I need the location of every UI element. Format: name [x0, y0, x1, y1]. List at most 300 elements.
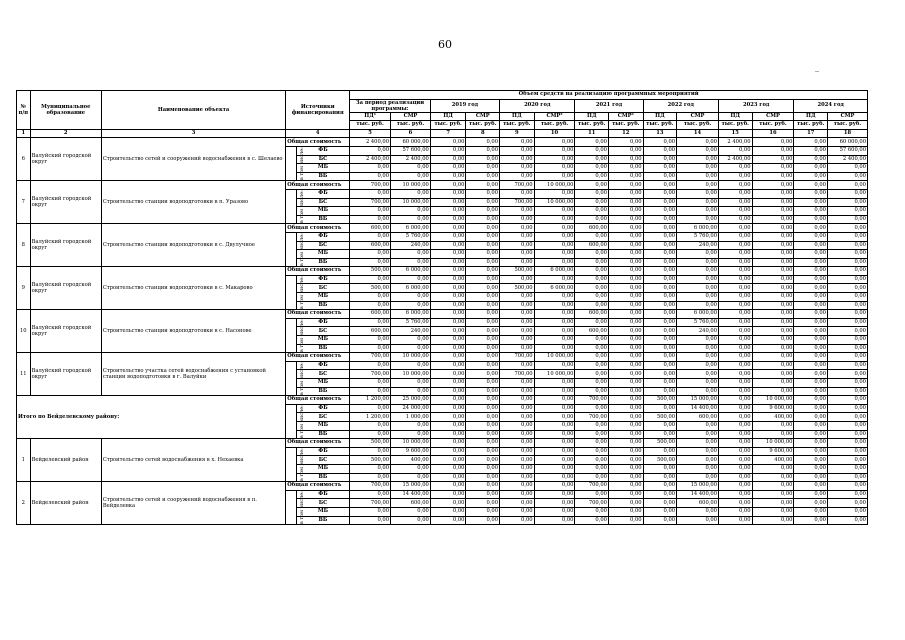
header-pd: ПД¹ — [350, 112, 391, 121]
value-cell: 0,00 — [430, 516, 466, 525]
value-cell: 0,00 — [643, 447, 677, 456]
table-row — [17, 181, 868, 190]
value-cell: 10 000,00 — [534, 353, 575, 362]
value-cell: 0,00 — [719, 361, 753, 370]
value-cell: 0,00 — [466, 353, 500, 362]
value-cell: 0,00 — [719, 336, 753, 345]
value-cell: 0,00 — [430, 404, 466, 413]
header-colnum: 5 — [350, 129, 391, 138]
value-cell: 0,00 — [643, 404, 677, 413]
value-cell: 0,00 — [752, 387, 794, 396]
value-cell: 0,00 — [794, 172, 828, 181]
value-cell: 0,00 — [752, 275, 794, 284]
value-cell: 0,00 — [677, 172, 719, 181]
value-cell: 0,00 — [719, 198, 753, 207]
value-cell: 0,00 — [500, 232, 535, 241]
value-cell: 0,00 — [794, 207, 828, 216]
value-cell: 0,00 — [794, 344, 828, 353]
value-cell: 0,00 — [794, 499, 828, 508]
value-cell: 0,00 — [643, 275, 677, 284]
value-cell: 0,00 — [752, 361, 794, 370]
value-cell: 0,00 — [719, 404, 753, 413]
value-cell: 0,00 — [466, 439, 500, 448]
value-cell: 0,00 — [350, 172, 391, 181]
value-cell: 0,00 — [719, 430, 753, 439]
value-cell: 0,00 — [430, 344, 466, 353]
value-cell: 10 000,00 — [391, 370, 431, 379]
corner-mark: _ — [815, 63, 819, 72]
value-cell: 0,00 — [466, 275, 500, 284]
value-cell: 0,00 — [466, 447, 500, 456]
value-cell: 0,00 — [466, 318, 500, 327]
value-cell: 0,00 — [752, 327, 794, 336]
value-cell: 0,00 — [752, 344, 794, 353]
value-cell: 6 000,00 — [391, 310, 431, 319]
value-cell: 0,00 — [827, 258, 867, 267]
value-cell: 0,00 — [608, 516, 643, 525]
value-cell: 0,00 — [827, 310, 867, 319]
value-cell: 0,00 — [391, 516, 431, 525]
value-cell: 0,00 — [430, 327, 466, 336]
value-cell: 0,00 — [575, 250, 609, 259]
municipality-name: Валуйский городской округ — [30, 310, 101, 353]
value-cell: 0,00 — [466, 232, 500, 241]
value-cell: 0,00 — [534, 421, 575, 430]
value-cell: 0,00 — [500, 421, 535, 430]
value-cell: 0,00 — [608, 198, 643, 207]
value-cell: 0,00 — [752, 155, 794, 164]
value-cell: 0,00 — [677, 198, 719, 207]
value-cell: 0,00 — [608, 370, 643, 379]
value-cell: 0,00 — [827, 284, 867, 293]
value-cell: 0,00 — [391, 301, 431, 310]
header-year: 2020 год — [500, 99, 575, 112]
value-cell: 0,00 — [752, 370, 794, 379]
header-units: тыс. руб. — [827, 121, 867, 130]
value-cell: 0,00 — [391, 387, 431, 396]
value-cell: 0,00 — [719, 447, 753, 456]
header-smr: СМР — [752, 112, 794, 121]
value-cell: 0,00 — [643, 353, 677, 362]
source-label: БС — [296, 413, 349, 422]
value-cell: 0,00 — [430, 181, 466, 190]
value-cell: 0,00 — [827, 456, 867, 465]
value-cell: 0,00 — [466, 396, 500, 405]
value-cell: 0,00 — [752, 379, 794, 388]
value-cell: 0,00 — [350, 301, 391, 310]
value-cell: 0,00 — [827, 439, 867, 448]
value-cell: 0,00 — [608, 207, 643, 216]
value-cell: 0,00 — [350, 258, 391, 267]
value-cell: 0,00 — [752, 318, 794, 327]
header-colnum: 14 — [677, 129, 719, 138]
value-cell: 0,00 — [466, 181, 500, 190]
value-cell: 0,00 — [827, 267, 867, 276]
value-cell: 0,00 — [466, 189, 500, 198]
value-cell: 0,00 — [719, 516, 753, 525]
row-number: 10 — [17, 310, 31, 353]
value-cell: 0,00 — [534, 361, 575, 370]
value-cell: 0,00 — [643, 421, 677, 430]
value-cell: 700,00 — [350, 181, 391, 190]
value-cell: 0,00 — [534, 293, 575, 302]
value-cell: 0,00 — [350, 250, 391, 259]
value-cell: 0,00 — [677, 464, 719, 473]
value-cell: 9 600,00 — [391, 447, 431, 456]
value-cell: 0,00 — [794, 258, 828, 267]
value-cell: 0,00 — [430, 284, 466, 293]
value-cell: 0,00 — [350, 275, 391, 284]
value-cell: 0,00 — [752, 499, 794, 508]
value-cell: 0,00 — [608, 507, 643, 516]
value-cell: 0,00 — [500, 138, 535, 147]
header-num: № п/п — [17, 91, 31, 130]
value-cell: 0,00 — [500, 241, 535, 250]
source-label: ВБ — [296, 172, 349, 181]
value-cell: 5 760,00 — [391, 318, 431, 327]
value-cell: 0,00 — [677, 507, 719, 516]
value-cell: 0,00 — [350, 293, 391, 302]
value-cell: 0,00 — [466, 224, 500, 233]
value-cell: 0,00 — [719, 284, 753, 293]
header-units: тыс. руб. — [575, 121, 609, 130]
header-units: тыс. руб. — [500, 121, 535, 130]
object-name: Строительство сетей и сооружений водоснабжения в с. Шелаево — [101, 138, 285, 181]
value-cell: 0,00 — [719, 258, 753, 267]
value-cell: 0,00 — [719, 421, 753, 430]
in-that-label — [286, 318, 306, 352]
value-cell: 0,00 — [430, 379, 466, 388]
value-cell: 0,00 — [719, 379, 753, 388]
header-smr: СМР — [466, 112, 500, 121]
value-cell: 0,00 — [677, 344, 719, 353]
value-cell: 0,00 — [608, 284, 643, 293]
value-cell: 0,00 — [794, 482, 828, 491]
value-cell: 0,00 — [719, 310, 753, 319]
value-cell: 0,00 — [534, 258, 575, 267]
value-cell: 700,00 — [575, 482, 609, 491]
value-cell: 0,00 — [575, 138, 609, 147]
value-cell: 0,00 — [575, 164, 609, 173]
source-label: МБ — [296, 207, 349, 216]
value-cell: 0,00 — [575, 293, 609, 302]
value-cell: 0,00 — [430, 464, 466, 473]
source-label: МБ — [296, 336, 349, 345]
value-cell: 0,00 — [643, 189, 677, 198]
value-cell: 0,00 — [391, 430, 431, 439]
value-cell: 0,00 — [350, 490, 391, 499]
value-cell: 0,00 — [719, 301, 753, 310]
value-cell: 0,00 — [575, 456, 609, 465]
value-cell: 700,00 — [575, 499, 609, 508]
value-cell: 0,00 — [827, 447, 867, 456]
value-cell: 0,00 — [466, 327, 500, 336]
value-cell: 0,00 — [719, 164, 753, 173]
header-units: тыс. руб. — [430, 121, 466, 130]
value-cell: 0,00 — [677, 146, 719, 155]
page-number: 60 — [438, 38, 452, 51]
source-label: ФБ — [296, 404, 349, 413]
value-cell: 700,00 — [500, 198, 535, 207]
value-cell: 0,00 — [719, 215, 753, 224]
value-cell: 0,00 — [794, 146, 828, 155]
value-cell: 6 000,00 — [534, 267, 575, 276]
header-colnum: 13 — [643, 129, 677, 138]
value-cell: 0,00 — [575, 207, 609, 216]
value-cell: 240,00 — [391, 327, 431, 336]
header-colnum: 1 — [17, 129, 31, 138]
value-cell: 600,00 — [391, 499, 431, 508]
header-period: За период реализации программы: — [350, 99, 431, 112]
value-cell: 0,00 — [752, 146, 794, 155]
value-cell: 700,00 — [350, 370, 391, 379]
value-cell: 0,00 — [500, 258, 535, 267]
value-cell: 0,00 — [608, 464, 643, 473]
value-cell: 0,00 — [719, 387, 753, 396]
value-cell: 0,00 — [534, 344, 575, 353]
value-cell: 600,00 — [677, 499, 719, 508]
header-units: тыс. руб. — [719, 121, 753, 130]
value-cell: 0,00 — [534, 379, 575, 388]
value-cell: 0,00 — [608, 499, 643, 508]
row-number: 6 — [17, 138, 31, 181]
value-cell: 0,00 — [794, 336, 828, 345]
value-cell: 0,00 — [719, 146, 753, 155]
value-cell: 0,00 — [794, 215, 828, 224]
value-cell: 0,00 — [500, 361, 535, 370]
value-cell: 0,00 — [752, 189, 794, 198]
value-cell: 0,00 — [391, 207, 431, 216]
value-cell: 0,00 — [643, 387, 677, 396]
value-cell: 0,00 — [608, 181, 643, 190]
value-cell: 0,00 — [391, 172, 431, 181]
value-cell: 0,00 — [643, 516, 677, 525]
value-cell: 0,00 — [350, 336, 391, 345]
value-cell: 0,00 — [466, 155, 500, 164]
value-cell: 600,00 — [350, 310, 391, 319]
municipality-name: Валуйский городской округ — [30, 181, 101, 224]
value-cell: 0,00 — [608, 430, 643, 439]
header-units: тыс. руб. — [677, 121, 719, 130]
value-cell: 0,00 — [575, 379, 609, 388]
value-cell: 700,00 — [500, 353, 535, 362]
value-cell: 0,00 — [608, 404, 643, 413]
value-cell: 0,00 — [391, 258, 431, 267]
total-cost-label: Общая стоимость — [286, 267, 350, 276]
value-cell: 700,00 — [575, 396, 609, 405]
value-cell: 0,00 — [608, 413, 643, 422]
value-cell: 10 000,00 — [391, 198, 431, 207]
value-cell: 0,00 — [500, 224, 535, 233]
header-smr: СМР — [677, 112, 719, 121]
value-cell: 0,00 — [608, 421, 643, 430]
value-cell: 0,00 — [794, 379, 828, 388]
value-cell: 0,00 — [466, 258, 500, 267]
value-cell: 0,00 — [643, 482, 677, 491]
value-cell: 600,00 — [575, 241, 609, 250]
value-cell: 0,00 — [719, 396, 753, 405]
value-cell: 0,00 — [534, 456, 575, 465]
value-cell: 2 400,00 — [719, 155, 753, 164]
value-cell: 0,00 — [643, 232, 677, 241]
value-cell: 0,00 — [827, 379, 867, 388]
value-cell: 24 000,00 — [391, 404, 431, 413]
value-cell: 0,00 — [430, 155, 466, 164]
value-cell: 0,00 — [466, 361, 500, 370]
value-cell: 0,00 — [534, 250, 575, 259]
value-cell: 0,00 — [752, 430, 794, 439]
value-cell: 0,00 — [827, 387, 867, 396]
value-cell: 0,00 — [534, 499, 575, 508]
value-cell: 0,00 — [794, 267, 828, 276]
value-cell: 0,00 — [350, 516, 391, 525]
value-cell: 0,00 — [719, 473, 753, 482]
value-cell: 0,00 — [719, 275, 753, 284]
value-cell: 400,00 — [752, 413, 794, 422]
value-cell: 0,00 — [466, 172, 500, 181]
value-cell: 0,00 — [608, 215, 643, 224]
value-cell: 0,00 — [500, 516, 535, 525]
value-cell: 10 000,00 — [534, 181, 575, 190]
value-cell: 0,00 — [827, 421, 867, 430]
value-cell: 6 000,00 — [391, 267, 431, 276]
value-cell: 0,00 — [534, 327, 575, 336]
header-year: 2022 год — [643, 99, 718, 112]
total-cost-label: Общая стоимость — [286, 310, 350, 319]
value-cell: 0,00 — [350, 379, 391, 388]
row-number: 8 — [17, 224, 31, 267]
value-cell: 0,00 — [608, 146, 643, 155]
value-cell: 0,00 — [643, 293, 677, 302]
header-pd: ПД — [500, 112, 535, 121]
value-cell: 0,00 — [608, 293, 643, 302]
value-cell: 0,00 — [466, 267, 500, 276]
value-cell: 0,00 — [608, 189, 643, 198]
value-cell: 0,00 — [575, 155, 609, 164]
value-cell: 0,00 — [430, 241, 466, 250]
value-cell: 0,00 — [466, 207, 500, 216]
source-label: ВБ — [296, 516, 349, 525]
source-label: ФБ — [296, 318, 349, 327]
value-cell: 700,00 — [350, 499, 391, 508]
header-smr: СМР — [827, 112, 867, 121]
value-cell: 600,00 — [575, 327, 609, 336]
value-cell: 0,00 — [466, 284, 500, 293]
value-cell: 0,00 — [643, 370, 677, 379]
value-cell: 0,00 — [752, 507, 794, 516]
value-cell: 0,00 — [794, 250, 828, 259]
value-cell: 0,00 — [575, 361, 609, 370]
value-cell: 0,00 — [430, 387, 466, 396]
value-cell: 0,00 — [608, 224, 643, 233]
value-cell: 0,00 — [500, 473, 535, 482]
value-cell: 0,00 — [500, 387, 535, 396]
value-cell: 0,00 — [643, 164, 677, 173]
in-that-label — [286, 404, 306, 438]
value-cell: 240,00 — [677, 327, 719, 336]
object-name: Строительство станции водоподготовки в с. Насонове — [101, 310, 285, 353]
in-that-text: в том числе: — [299, 190, 306, 224]
source-label: ВБ — [296, 387, 349, 396]
value-cell: 0,00 — [677, 421, 719, 430]
value-cell: 0,00 — [752, 224, 794, 233]
value-cell: 0,00 — [719, 181, 753, 190]
value-cell: 0,00 — [608, 232, 643, 241]
value-cell: 0,00 — [608, 155, 643, 164]
value-cell: 0,00 — [575, 318, 609, 327]
value-cell: 0,00 — [466, 215, 500, 224]
value-cell: 0,00 — [575, 275, 609, 284]
source-label: МБ — [296, 464, 349, 473]
header-year: 2024 год — [794, 99, 868, 112]
value-cell: 15 000,00 — [677, 396, 719, 405]
value-cell: 0,00 — [794, 516, 828, 525]
header-object: Наименование объекта — [101, 91, 285, 130]
value-cell: 600,00 — [575, 224, 609, 233]
table-row — [17, 482, 868, 491]
value-cell: 0,00 — [827, 181, 867, 190]
value-cell: 0,00 — [575, 181, 609, 190]
value-cell: 0,00 — [677, 181, 719, 190]
value-cell: 0,00 — [430, 250, 466, 259]
total-cost-label: Общая стоимость — [286, 224, 350, 233]
value-cell: 1 000,00 — [391, 413, 431, 422]
value-cell: 0,00 — [827, 430, 867, 439]
value-cell: 0,00 — [752, 215, 794, 224]
value-cell: 700,00 — [350, 482, 391, 491]
municipality-name: Валуйский городской округ — [30, 138, 101, 181]
header-colnum: 4 — [286, 129, 350, 138]
value-cell: 0,00 — [643, 138, 677, 147]
value-cell: 0,00 — [643, 344, 677, 353]
value-cell: 700,00 — [350, 198, 391, 207]
table-header — [17, 91, 868, 138]
value-cell: 0,00 — [430, 439, 466, 448]
value-cell: 0,00 — [608, 473, 643, 482]
value-cell: 0,00 — [534, 430, 575, 439]
value-cell: 0,00 — [643, 181, 677, 190]
value-cell: 0,00 — [575, 447, 609, 456]
value-cell: 0,00 — [719, 507, 753, 516]
header-pd: ПД — [575, 112, 609, 121]
value-cell: 0,00 — [752, 164, 794, 173]
value-cell: 0,00 — [534, 172, 575, 181]
value-cell: 0,00 — [500, 379, 535, 388]
value-cell: 0,00 — [752, 336, 794, 345]
value-cell: 0,00 — [430, 172, 466, 181]
value-cell: 0,00 — [430, 310, 466, 319]
value-cell: 0,00 — [430, 499, 466, 508]
value-cell: 0,00 — [677, 473, 719, 482]
value-cell: 0,00 — [391, 344, 431, 353]
value-cell: 500,00 — [643, 439, 677, 448]
header-sources: Источники финансирования — [286, 91, 350, 130]
value-cell: 0,00 — [677, 258, 719, 267]
value-cell: 0,00 — [575, 464, 609, 473]
source-label: ФБ — [296, 447, 349, 456]
value-cell: 0,00 — [350, 404, 391, 413]
value-cell: 0,00 — [575, 387, 609, 396]
value-cell: 0,00 — [430, 224, 466, 233]
value-cell: 0,00 — [430, 198, 466, 207]
in-that-label — [286, 361, 306, 395]
header-year: 2019 год — [430, 99, 499, 112]
header-colnum: 6 — [391, 129, 431, 138]
value-cell: 0,00 — [500, 413, 535, 422]
value-cell: 0,00 — [500, 250, 535, 259]
value-cell: 0,00 — [794, 447, 828, 456]
value-cell: 0,00 — [534, 490, 575, 499]
